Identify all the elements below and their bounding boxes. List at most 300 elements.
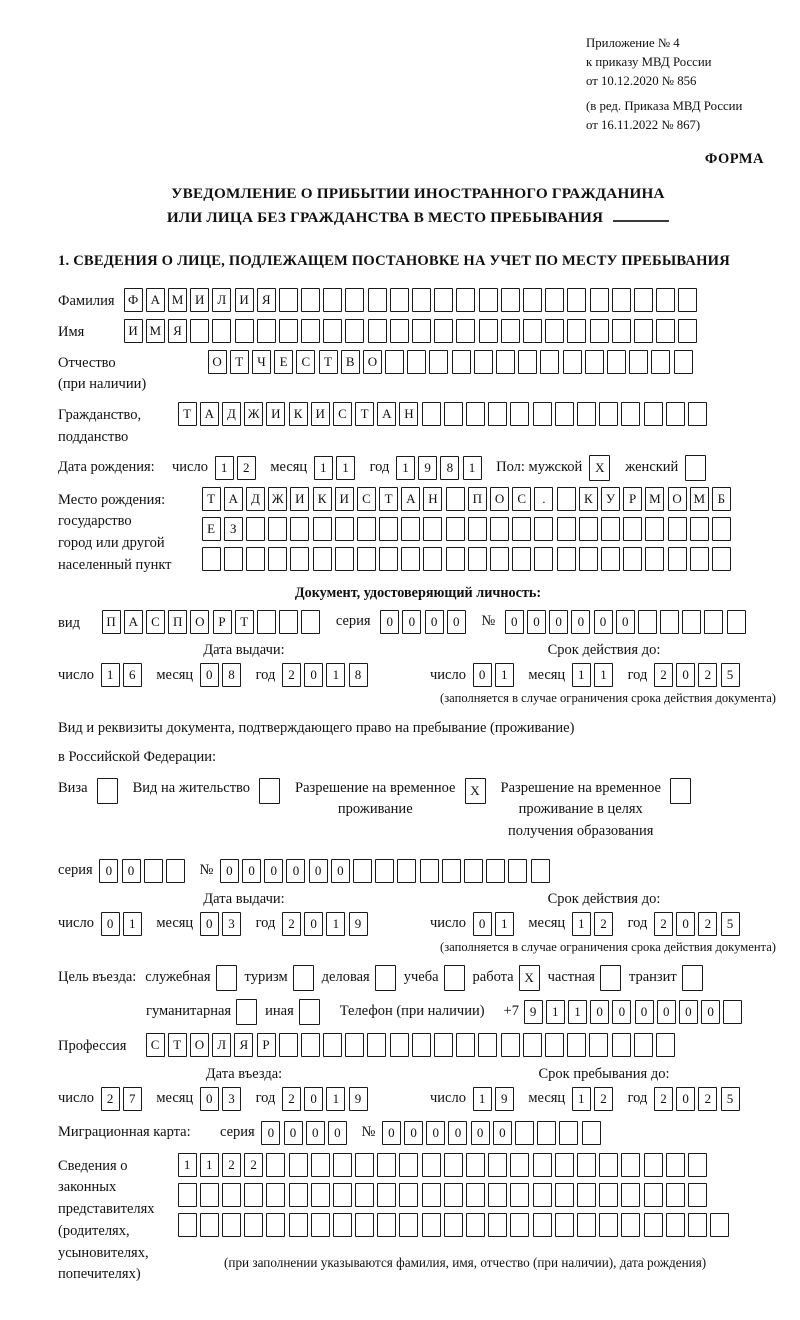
- char-cell[interactable]: 1: [326, 912, 345, 936]
- char-cell[interactable]: 0: [99, 859, 118, 883]
- char-cell[interactable]: 0: [380, 610, 399, 634]
- char-cell[interactable]: .: [534, 487, 553, 511]
- char-cell[interactable]: [289, 1183, 308, 1207]
- char-cell[interactable]: [644, 1153, 663, 1177]
- char-cell[interactable]: [629, 350, 648, 374]
- char-cell[interactable]: А: [200, 402, 219, 426]
- char-cell[interactable]: [688, 402, 707, 426]
- char-cell[interactable]: [423, 547, 442, 571]
- char-cell[interactable]: Н: [399, 402, 418, 426]
- char-cell[interactable]: 8: [222, 663, 241, 687]
- char-cell[interactable]: [244, 1183, 263, 1207]
- char-cell[interactable]: [257, 319, 276, 343]
- char-cell[interactable]: [379, 517, 398, 541]
- char-cell[interactable]: [479, 288, 498, 312]
- char-cell[interactable]: [279, 1033, 298, 1057]
- char-cell[interactable]: [533, 1183, 552, 1207]
- char-cell[interactable]: Т: [168, 1033, 187, 1057]
- char-cell[interactable]: [590, 319, 609, 343]
- char-cell[interactable]: 0: [527, 610, 546, 634]
- char-cell[interactable]: [612, 1033, 631, 1057]
- char-cell[interactable]: [644, 1183, 663, 1207]
- char-cell[interactable]: [512, 547, 531, 571]
- char-cell[interactable]: [279, 610, 298, 634]
- char-cell[interactable]: [468, 547, 487, 571]
- char-cell[interactable]: [501, 288, 520, 312]
- char-cell[interactable]: [674, 350, 693, 374]
- char-cell[interactable]: Я: [234, 1033, 253, 1057]
- char-cell[interactable]: [496, 350, 515, 374]
- char-cell[interactable]: [534, 517, 553, 541]
- char-cell[interactable]: [537, 1121, 556, 1145]
- char-cell[interactable]: [385, 350, 404, 374]
- char-cell[interactable]: [390, 288, 409, 312]
- char-cell[interactable]: [390, 1033, 409, 1057]
- char-cell[interactable]: 1: [572, 663, 591, 687]
- char-cell[interactable]: [666, 402, 685, 426]
- char-cell[interactable]: [555, 1183, 574, 1207]
- char-cell[interactable]: [682, 610, 701, 634]
- char-cell[interactable]: [446, 517, 465, 541]
- char-cell[interactable]: [268, 517, 287, 541]
- char-cell[interactable]: [301, 319, 320, 343]
- char-cell[interactable]: [488, 1183, 507, 1207]
- char-cell[interactable]: [712, 517, 731, 541]
- char-cell[interactable]: [335, 547, 354, 571]
- char-cell[interactable]: 0: [382, 1121, 401, 1145]
- char-cell[interactable]: Д: [246, 487, 265, 511]
- char-cell[interactable]: 2: [222, 1153, 241, 1177]
- char-cell[interactable]: [523, 288, 542, 312]
- char-cell[interactable]: 0: [200, 1087, 219, 1111]
- char-cell[interactable]: [623, 517, 642, 541]
- char-cell[interactable]: [727, 610, 746, 634]
- char-cell[interactable]: [510, 1213, 529, 1237]
- char-cell[interactable]: Т: [379, 487, 398, 511]
- char-cell[interactable]: [423, 517, 442, 541]
- char-cell[interactable]: О: [190, 1033, 209, 1057]
- char-cell[interactable]: А: [401, 487, 420, 511]
- char-cell[interactable]: Д: [222, 402, 241, 426]
- char-cell[interactable]: [446, 547, 465, 571]
- char-cell[interactable]: [508, 859, 527, 883]
- char-cell[interactable]: [585, 350, 604, 374]
- char-cell[interactable]: З: [224, 517, 243, 541]
- char-cell[interactable]: Я: [168, 319, 187, 343]
- char-cell[interactable]: 2: [654, 912, 673, 936]
- char-cell[interactable]: К: [289, 402, 308, 426]
- char-cell[interactable]: [644, 1213, 663, 1237]
- char-cell[interactable]: [557, 517, 576, 541]
- char-cell[interactable]: [289, 1153, 308, 1177]
- char-cell[interactable]: [656, 1033, 675, 1057]
- char-cell[interactable]: 1: [326, 1087, 345, 1111]
- char-cell[interactable]: 0: [404, 1121, 423, 1145]
- female-checkbox[interactable]: [685, 455, 706, 481]
- char-cell[interactable]: [567, 1033, 586, 1057]
- char-cell[interactable]: [466, 402, 485, 426]
- char-cell[interactable]: [375, 859, 394, 883]
- char-cell[interactable]: [668, 517, 687, 541]
- char-cell[interactable]: [235, 319, 254, 343]
- char-cell[interactable]: С: [146, 1033, 165, 1057]
- char-cell[interactable]: [399, 1213, 418, 1237]
- char-cell[interactable]: [377, 1213, 396, 1237]
- char-cell[interactable]: 2: [698, 912, 717, 936]
- purpose-work-checkbox[interactable]: X: [519, 965, 540, 991]
- char-cell[interactable]: С: [333, 402, 352, 426]
- char-cell[interactable]: [579, 547, 598, 571]
- char-cell[interactable]: [704, 610, 723, 634]
- char-cell[interactable]: [533, 1153, 552, 1177]
- char-cell[interactable]: М: [690, 487, 709, 511]
- char-cell[interactable]: [666, 1153, 685, 1177]
- char-cell[interactable]: [688, 1213, 707, 1237]
- char-cell[interactable]: 2: [282, 1087, 301, 1111]
- char-cell[interactable]: 1: [314, 456, 333, 480]
- purpose-business-checkbox[interactable]: [375, 965, 396, 991]
- char-cell[interactable]: Р: [213, 610, 232, 634]
- char-cell[interactable]: [634, 319, 653, 343]
- char-cell[interactable]: И: [290, 487, 309, 511]
- char-cell[interactable]: 0: [261, 1121, 280, 1145]
- char-cell[interactable]: 0: [616, 610, 635, 634]
- char-cell[interactable]: [333, 1153, 352, 1177]
- char-cell[interactable]: 1: [215, 456, 234, 480]
- char-cell[interactable]: М: [168, 288, 187, 312]
- char-cell[interactable]: 5: [721, 912, 740, 936]
- char-cell[interactable]: 0: [594, 610, 613, 634]
- char-cell[interactable]: [666, 1213, 685, 1237]
- char-cell[interactable]: 0: [676, 1087, 695, 1111]
- char-cell[interactable]: [488, 402, 507, 426]
- char-cell[interactable]: 1: [568, 1000, 587, 1024]
- char-cell[interactable]: [357, 517, 376, 541]
- char-cell[interactable]: [479, 319, 498, 343]
- char-cell[interactable]: [178, 1183, 197, 1207]
- char-cell[interactable]: 0: [447, 610, 466, 634]
- char-cell[interactable]: [466, 1183, 485, 1207]
- char-cell[interactable]: 1: [326, 663, 345, 687]
- char-cell[interactable]: Я: [257, 288, 276, 312]
- char-cell[interactable]: [266, 1213, 285, 1237]
- char-cell[interactable]: 1: [396, 456, 415, 480]
- char-cell[interactable]: [621, 1153, 640, 1177]
- char-cell[interactable]: Т: [202, 487, 221, 511]
- char-cell[interactable]: 0: [309, 859, 328, 883]
- char-cell[interactable]: [444, 402, 463, 426]
- char-cell[interactable]: В: [341, 350, 360, 374]
- char-cell[interactable]: [422, 1153, 441, 1177]
- char-cell[interactable]: 0: [426, 1121, 445, 1145]
- char-cell[interactable]: [510, 402, 529, 426]
- char-cell[interactable]: Ж: [268, 487, 287, 511]
- char-cell[interactable]: [412, 288, 431, 312]
- char-cell[interactable]: [246, 547, 265, 571]
- char-cell[interactable]: [501, 1033, 520, 1057]
- char-cell[interactable]: [335, 517, 354, 541]
- char-cell[interactable]: [200, 1183, 219, 1207]
- char-cell[interactable]: 0: [331, 859, 350, 883]
- char-cell[interactable]: 0: [200, 663, 219, 687]
- char-cell[interactable]: 0: [571, 610, 590, 634]
- char-cell[interactable]: [266, 1153, 285, 1177]
- char-cell[interactable]: У: [601, 487, 620, 511]
- char-cell[interactable]: 0: [676, 912, 695, 936]
- char-cell[interactable]: П: [168, 610, 187, 634]
- edu-residence-checkbox[interactable]: [670, 778, 691, 804]
- char-cell[interactable]: 9: [349, 1087, 368, 1111]
- char-cell[interactable]: [710, 1213, 729, 1237]
- char-cell[interactable]: С: [512, 487, 531, 511]
- char-cell[interactable]: [279, 288, 298, 312]
- char-cell[interactable]: [444, 1183, 463, 1207]
- char-cell[interactable]: [466, 1213, 485, 1237]
- char-cell[interactable]: [510, 1183, 529, 1207]
- char-cell[interactable]: [464, 859, 483, 883]
- char-cell[interactable]: [563, 350, 582, 374]
- char-cell[interactable]: [444, 1213, 463, 1237]
- char-cell[interactable]: П: [468, 487, 487, 511]
- char-cell[interactable]: С: [296, 350, 315, 374]
- char-cell[interactable]: Ф: [124, 288, 143, 312]
- char-cell[interactable]: [456, 1033, 475, 1057]
- char-cell[interactable]: [144, 859, 163, 883]
- char-cell[interactable]: [490, 547, 509, 571]
- purpose-official-checkbox[interactable]: [216, 965, 237, 991]
- char-cell[interactable]: [368, 288, 387, 312]
- char-cell[interactable]: 0: [473, 912, 492, 936]
- char-cell[interactable]: 0: [284, 1121, 303, 1145]
- char-cell[interactable]: [555, 1213, 574, 1237]
- char-cell[interactable]: 0: [122, 859, 141, 883]
- char-cell[interactable]: 0: [590, 1000, 609, 1024]
- char-cell[interactable]: 1: [572, 912, 591, 936]
- char-cell[interactable]: [540, 350, 559, 374]
- char-cell[interactable]: [623, 547, 642, 571]
- char-cell[interactable]: 1: [572, 1087, 591, 1111]
- char-cell[interactable]: [456, 319, 475, 343]
- char-cell[interactable]: [545, 1033, 564, 1057]
- char-cell[interactable]: Т: [235, 610, 254, 634]
- char-cell[interactable]: Л: [212, 1033, 231, 1057]
- char-cell[interactable]: [712, 547, 731, 571]
- char-cell[interactable]: М: [645, 487, 664, 511]
- char-cell[interactable]: [412, 319, 431, 343]
- char-cell[interactable]: [523, 319, 542, 343]
- char-cell[interactable]: Т: [178, 402, 197, 426]
- char-cell[interactable]: [518, 350, 537, 374]
- char-cell[interactable]: 0: [448, 1121, 467, 1145]
- char-cell[interactable]: 1: [101, 663, 120, 687]
- char-cell[interactable]: [589, 1033, 608, 1057]
- char-cell[interactable]: [368, 319, 387, 343]
- char-cell[interactable]: [429, 350, 448, 374]
- char-cell[interactable]: И: [311, 402, 330, 426]
- char-cell[interactable]: [345, 319, 364, 343]
- char-cell[interactable]: 7: [123, 1087, 142, 1111]
- char-cell[interactable]: [545, 288, 564, 312]
- char-cell[interactable]: [323, 1033, 342, 1057]
- char-cell[interactable]: 2: [282, 663, 301, 687]
- char-cell[interactable]: [557, 487, 576, 511]
- char-cell[interactable]: [412, 1033, 431, 1057]
- char-cell[interactable]: [222, 1213, 241, 1237]
- char-cell[interactable]: [599, 1183, 618, 1207]
- char-cell[interactable]: 1: [200, 1153, 219, 1177]
- char-cell[interactable]: [377, 1153, 396, 1177]
- char-cell[interactable]: О: [208, 350, 227, 374]
- char-cell[interactable]: 5: [721, 1087, 740, 1111]
- residence-permit-checkbox[interactable]: [259, 778, 280, 804]
- char-cell[interactable]: [668, 547, 687, 571]
- char-cell[interactable]: 8: [349, 663, 368, 687]
- char-cell[interactable]: [401, 547, 420, 571]
- char-cell[interactable]: И: [190, 288, 209, 312]
- char-cell[interactable]: [634, 1033, 653, 1057]
- char-cell[interactable]: Е: [202, 517, 221, 541]
- char-cell[interactable]: 0: [701, 1000, 720, 1024]
- char-cell[interactable]: [545, 319, 564, 343]
- char-cell[interactable]: [367, 1033, 386, 1057]
- char-cell[interactable]: [678, 288, 697, 312]
- char-cell[interactable]: [311, 1183, 330, 1207]
- char-cell[interactable]: 1: [495, 912, 514, 936]
- char-cell[interactable]: [723, 1000, 742, 1024]
- char-cell[interactable]: [688, 1183, 707, 1207]
- temp-residence-checkbox[interactable]: X: [465, 778, 486, 804]
- char-cell[interactable]: [601, 517, 620, 541]
- char-cell[interactable]: 9: [524, 1000, 543, 1024]
- char-cell[interactable]: 1: [463, 456, 482, 480]
- char-cell[interactable]: С: [146, 610, 165, 634]
- char-cell[interactable]: 0: [304, 912, 323, 936]
- char-cell[interactable]: [501, 319, 520, 343]
- char-cell[interactable]: 2: [654, 1087, 673, 1111]
- char-cell[interactable]: [345, 288, 364, 312]
- purpose-transit-checkbox[interactable]: [682, 965, 703, 991]
- char-cell[interactable]: 0: [304, 1087, 323, 1111]
- char-cell[interactable]: [311, 1153, 330, 1177]
- char-cell[interactable]: [557, 547, 576, 571]
- char-cell[interactable]: [474, 350, 493, 374]
- char-cell[interactable]: [355, 1213, 374, 1237]
- char-cell[interactable]: [178, 1213, 197, 1237]
- char-cell[interactable]: 2: [654, 663, 673, 687]
- char-cell[interactable]: [577, 1213, 596, 1237]
- char-cell[interactable]: [190, 319, 209, 343]
- char-cell[interactable]: [599, 1153, 618, 1177]
- char-cell[interactable]: 5: [721, 663, 740, 687]
- char-cell[interactable]: [488, 1213, 507, 1237]
- char-cell[interactable]: [582, 1121, 601, 1145]
- char-cell[interactable]: [355, 1153, 374, 1177]
- char-cell[interactable]: [512, 517, 531, 541]
- char-cell[interactable]: 0: [304, 663, 323, 687]
- char-cell[interactable]: [690, 517, 709, 541]
- char-cell[interactable]: [301, 610, 320, 634]
- char-cell[interactable]: 0: [676, 663, 695, 687]
- char-cell[interactable]: И: [124, 319, 143, 343]
- char-cell[interactable]: 0: [425, 610, 444, 634]
- char-cell[interactable]: П: [102, 610, 121, 634]
- char-cell[interactable]: Е: [274, 350, 293, 374]
- char-cell[interactable]: [401, 517, 420, 541]
- char-cell[interactable]: 2: [101, 1087, 120, 1111]
- char-cell[interactable]: [397, 859, 416, 883]
- purpose-other-checkbox[interactable]: [299, 999, 320, 1025]
- char-cell[interactable]: И: [235, 288, 254, 312]
- char-cell[interactable]: И: [335, 487, 354, 511]
- char-cell[interactable]: 3: [222, 912, 241, 936]
- char-cell[interactable]: 2: [282, 912, 301, 936]
- char-cell[interactable]: [224, 547, 243, 571]
- char-cell[interactable]: [246, 517, 265, 541]
- char-cell[interactable]: [601, 547, 620, 571]
- char-cell[interactable]: [420, 859, 439, 883]
- char-cell[interactable]: 8: [440, 456, 459, 480]
- char-cell[interactable]: [579, 517, 598, 541]
- char-cell[interactable]: [390, 319, 409, 343]
- char-cell[interactable]: [345, 1033, 364, 1057]
- char-cell[interactable]: Р: [257, 1033, 276, 1057]
- char-cell[interactable]: [333, 1213, 352, 1237]
- char-cell[interactable]: Т: [355, 402, 374, 426]
- char-cell[interactable]: 0: [200, 912, 219, 936]
- char-cell[interactable]: 9: [495, 1087, 514, 1111]
- char-cell[interactable]: [612, 319, 631, 343]
- char-cell[interactable]: [590, 288, 609, 312]
- char-cell[interactable]: [510, 1153, 529, 1177]
- char-cell[interactable]: Р: [623, 487, 642, 511]
- char-cell[interactable]: 0: [220, 859, 239, 883]
- char-cell[interactable]: А: [124, 610, 143, 634]
- char-cell[interactable]: 1: [178, 1153, 197, 1177]
- char-cell[interactable]: [567, 319, 586, 343]
- char-cell[interactable]: [690, 547, 709, 571]
- char-cell[interactable]: [323, 319, 342, 343]
- char-cell[interactable]: К: [313, 487, 332, 511]
- char-cell[interactable]: [353, 859, 372, 883]
- char-cell[interactable]: 1: [336, 456, 355, 480]
- char-cell[interactable]: 3: [222, 1087, 241, 1111]
- char-cell[interactable]: О: [363, 350, 382, 374]
- char-cell[interactable]: 2: [594, 912, 613, 936]
- char-cell[interactable]: [621, 1213, 640, 1237]
- char-cell[interactable]: 0: [612, 1000, 631, 1024]
- char-cell[interactable]: М: [146, 319, 165, 343]
- char-cell[interactable]: [301, 288, 320, 312]
- char-cell[interactable]: [422, 402, 441, 426]
- char-cell[interactable]: [645, 547, 664, 571]
- char-cell[interactable]: [634, 288, 653, 312]
- char-cell[interactable]: [434, 319, 453, 343]
- char-cell[interactable]: [515, 1121, 534, 1145]
- purpose-tourism-checkbox[interactable]: [293, 965, 314, 991]
- char-cell[interactable]: [466, 1153, 485, 1177]
- char-cell[interactable]: [379, 547, 398, 571]
- char-cell[interactable]: [422, 1213, 441, 1237]
- char-cell[interactable]: [444, 1153, 463, 1177]
- char-cell[interactable]: [599, 402, 618, 426]
- char-cell[interactable]: 0: [635, 1000, 654, 1024]
- char-cell[interactable]: [333, 1183, 352, 1207]
- char-cell[interactable]: [257, 610, 276, 634]
- char-cell[interactable]: [446, 487, 465, 511]
- char-cell[interactable]: Ж: [244, 402, 263, 426]
- char-cell[interactable]: [567, 288, 586, 312]
- visa-checkbox[interactable]: [97, 778, 118, 804]
